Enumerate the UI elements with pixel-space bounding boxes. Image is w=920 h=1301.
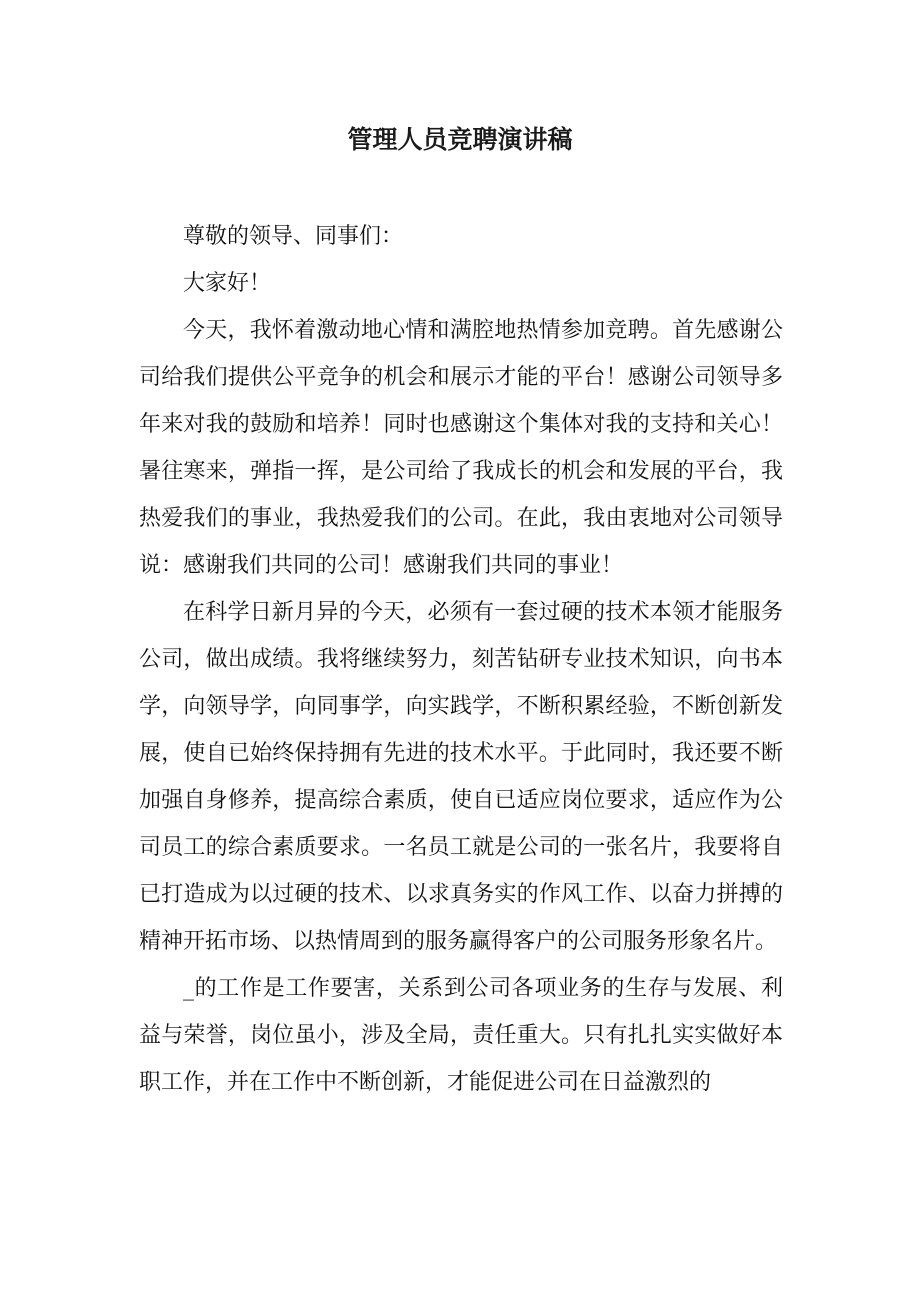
document-body	[139, 213, 783, 1106]
paragraph-self-improvement: 在科学日新月异的今天，必须有一套过硬的技术本领才能服务公司，做出成绩。我将继续努力，刻苦钻研专业技术知识，向书本学，向领导学，向同事学，向实践学，不断积累经验，不断创新发展，使自已始终保持拥有先进的技术水平。于此同时，我还要不断加强自身修养，提高综合素质，使自已适应岗位要求，适应作为公司员工的综合素质要求。一名员工就是公司的一张名片，我要将自已打造成为以过硬的技术、以求真务实的作风工作、以奋力拼搏的精神开拓市场、以热情周到的服务赢得客户的公司服务形象名片。	[139, 600, 783, 954]
salutation: 尊敬的领导、同事们：	[183, 224, 404, 249]
greeting: 大家好！	[183, 271, 272, 296]
document-title: 管理人员竞聘演讲稿	[347, 125, 573, 154]
paragraph-gratitude: 今天，我怀着激动地心情和满腔地热情参加竞聘。首先感谢公司给我们提供公平竞争的机会和展示才能的平台！感谢公司领导多年来对我的鼓励和培养！同时也感谢这个集体对我的支持和关心！暑往寒来，弹指一挥，是公司给了我成长的机会和发展的平台，我热爱我们的事业，我热爱我们的公司。在此，我由衷地对公司领导说：感谢我们共同的公司！感谢我们共同的事业！	[139, 318, 783, 578]
paragraph-responsibility: _的工作是工作要害，关系到公司各项业务的生存与发展、利益与荣誉，岗位虽小，涉及全局，责任重大。只有扎扎实实做好本职工作，并在工作中不断创新，才能促进公司在日益激烈的	[139, 976, 783, 1095]
